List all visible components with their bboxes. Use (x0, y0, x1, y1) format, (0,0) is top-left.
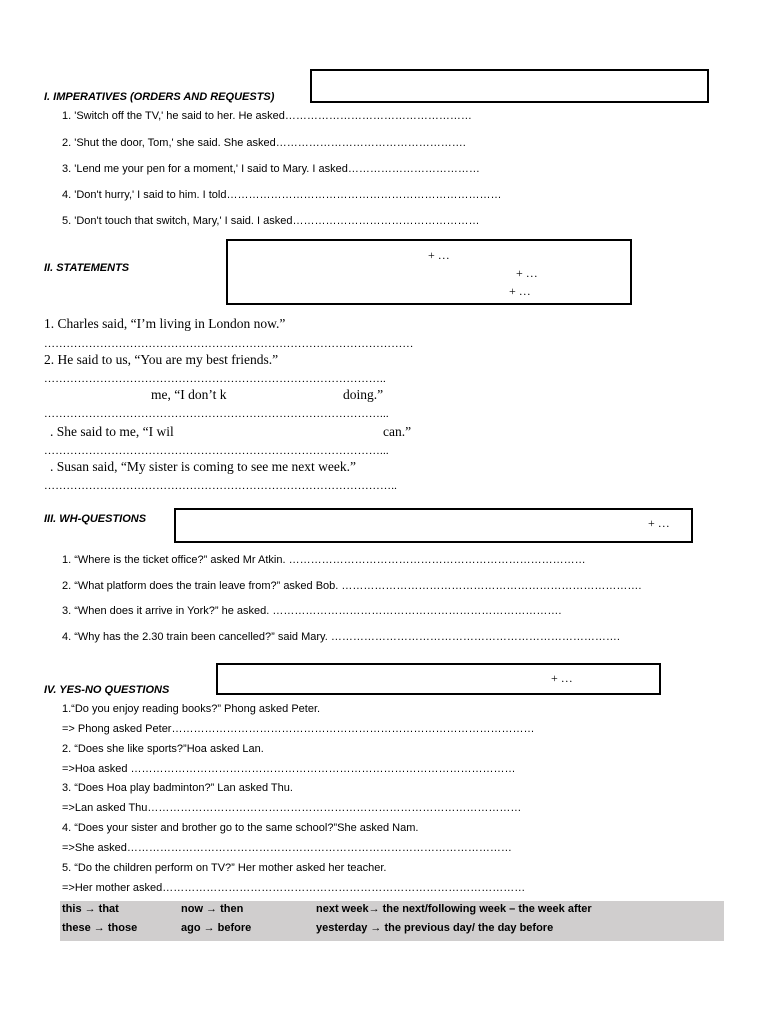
section2-answer-line-3: ………………………………………………………………………………... (44, 408, 389, 420)
section3-formula-box (174, 508, 693, 543)
section1-answer-box (310, 69, 709, 103)
section3-plus: + … (648, 516, 670, 530)
table-r1-c3: next week→ the next/following week – the week after (316, 903, 592, 915)
word-change-table (60, 901, 724, 941)
section4-question-3: 3. “Does Hoa play badminton?” Lan asked Thu. (62, 782, 293, 794)
section3-heading: III. WH-QUESTIONS (44, 513, 147, 525)
section2-sentence-1: 1. Charles said, “I’m living in London now.” (44, 316, 286, 331)
section1-item-5: 5. 'Don't touch that switch, Mary,' I said. I asked…………………………………………… (62, 215, 480, 227)
section4-question-4: 4. “Does your sister and brother go to the same school?”She asked Nam. (62, 822, 419, 834)
section2-sentence-5: . Susan said, “My sister is coming to see me next week.” (50, 459, 356, 474)
section1-item-3: 3. 'Lend me your pen for a moment,' I said to Mary. I asked……………………………… (62, 163, 480, 175)
table-r2-c2: ago → before (181, 922, 252, 934)
section4-question-5: 5. “Do the children perform on TV?” Her mother asked her teacher. (62, 862, 387, 874)
section2-plus-1: + … (428, 248, 450, 262)
section2-answer-line-4: ………………………………………………………………………………... (44, 445, 389, 457)
table-r2-c3: yesterday → the previous day/ the day before (316, 922, 554, 934)
section3-item-1: 1. “Where is the ticket office?” asked Mr Atkin. ……………………………………………………………………… (62, 554, 586, 566)
section4-plus: + … (551, 671, 573, 685)
section2-sentence-2: 2. He said to us, “You are my best friends.” (44, 352, 279, 367)
section4-heading: IV. YES-NO QUESTIONS (44, 684, 170, 696)
section2-sentence-3b: doing.” (343, 387, 384, 402)
section4-answer-4: =>She asked…………………………………………………………………………………………… (62, 842, 512, 854)
section3-item-2: 2. “What platform does the train leave from?” asked Bob. ………………………………………………………………………. (62, 580, 642, 592)
table-r2-c1: these → those (62, 922, 138, 934)
section4-answer-3: =>Lan asked Thu………………………………………………………………………………………… (62, 802, 522, 814)
section2-plus-3: + … (509, 284, 531, 298)
section2-answer-line-2: ……………………………………………………………………………….. (44, 373, 386, 385)
section1-item-1: 1. 'Switch off the TV,' he said to her. He asked…………………………………………… (62, 110, 472, 122)
section4-answer-1: => Phong asked Peter……………………………………………………………………………………… (62, 723, 535, 735)
section4-question-1: 1.“Do you enjoy reading books?” Phong asked Peter. (62, 703, 321, 715)
section2-plus-2: + … (516, 266, 538, 280)
section1-item-2: 2. 'Shut the door, Tom,' she said. She asked……………………………………………. (62, 137, 466, 149)
section2-sentence-3a: me, “I don’t k (151, 387, 227, 402)
section2-sentence-4a: . She said to me, “I wil (50, 424, 174, 439)
section4-answer-2: =>Hoa asked …………………………………………………………………………………………… (62, 763, 516, 775)
section3-item-4: 4. “Why has the 2.30 train been cancelled?” said Mary. ……………………………………………………………………. (62, 631, 620, 643)
section4-formula-box (216, 663, 661, 695)
section1-heading: I. IMPERATIVES (ORDERS AND REQUESTS) (44, 91, 275, 103)
section1-item-4: 4. 'Don't hurry,' I said to him. I told………………………………………………………………… (62, 189, 502, 201)
section4-question-2: 2. “Does she like sports?”Hoa asked Lan. (62, 743, 264, 755)
section2-sentence-4b: can.” (383, 424, 412, 439)
table-r1-c2: now → then (181, 903, 244, 915)
section3-item-3: 3. “When does it arrive in York?” he asked. ……………………………………………………………………. (62, 605, 562, 617)
section4-answer-5: =>Her mother asked……………………………………………………………………………………… (62, 882, 526, 894)
section2-answer-line-1: ……………………………………………………………………………………… (44, 338, 414, 350)
section2-heading: II. STATEMENTS (44, 262, 130, 274)
section2-answer-line-5: ………………………………………………………………………………….. (44, 480, 398, 492)
table-r1-c1: this → that (62, 903, 119, 915)
